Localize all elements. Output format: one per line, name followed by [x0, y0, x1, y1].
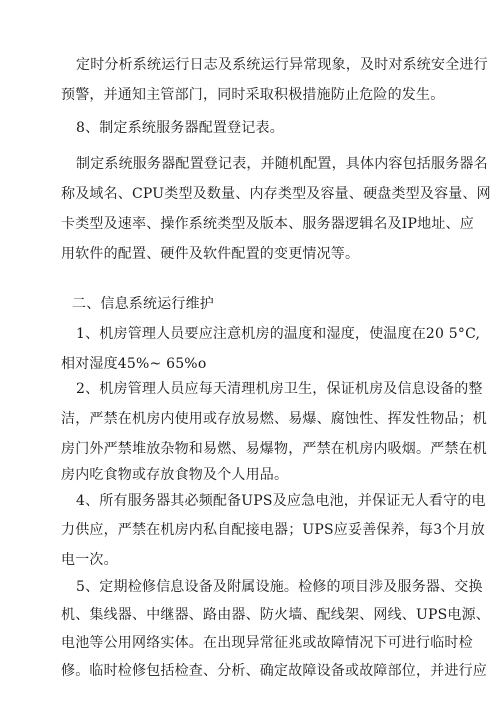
paragraph-line: 力供应，严禁在机房内私自配接电器；UPS应妥善保养，每3个月放 [61, 522, 485, 538]
paragraph-line: 制定系统服务器配置登记表，并随机配置，具体内容包括服务器名 [76, 156, 488, 172]
paragraph-line: 相对湿度45%~ 65%o [61, 356, 207, 372]
paragraph-line: 定时分析系统运行日志及系统运行异常现象，及时对系统安全进行 [76, 57, 488, 73]
paragraph-line: 用软件的配置、硬件及软件配置的变更情况等。 [61, 246, 360, 262]
paragraph-line: 称及域名、CPU类型及数量、内存类型及容量、硬盘类型及容量、网 [61, 186, 491, 202]
paragraph-line: 4、所有服务器其必频配备UPS及应急电池，并保证无人看守的电 [76, 493, 486, 509]
paragraph-line: 房内吃食物或存放食物及个人用品。 [61, 467, 289, 483]
paragraph-line: 洁，严禁在机房内使用或存放易燃、易爆、腐蚀性、挥发性物品；机 [61, 411, 487, 427]
section-heading-8: 8、制定系统服务器配置登记表。 [76, 120, 284, 136]
paragraph-line: 卡类型及速率、操作系统类型及版本、服务器逻辑名及IP地址、应 [61, 216, 474, 232]
paragraph-line: 房门外严禁堆放杂物和易燃、易爆物，严禁在机房内吸烟。严禁在机 [61, 441, 487, 457]
paragraph-line: 电一次。 [61, 552, 118, 568]
paragraph-line: 2、机房管理人员应每天清理机房卫生，保证机房及信息设备的整 [76, 381, 483, 397]
paragraph-line: 机、集线器、中继器、路由器、防火墙、配线架、网线、UPS电源、 [61, 607, 491, 623]
paragraph-line: 1、机房管理人员要应注意机房的温度和湿度，使温度在20 5°C, [76, 326, 481, 342]
section-heading-2: 二、信息系统运行维护 [72, 296, 214, 312]
paragraph-line: 5、定期检修信息设备及附属设施。检修的项目涉及服务器、交换 [76, 579, 483, 595]
paragraph-line: 电池等公用网络实体。在出现异常征兆或故障情况下可进行临时检 [61, 635, 473, 651]
paragraph-line: 修。临时检修包括检查、分析、确定故障设备或故障部位，并进行应 [61, 663, 487, 679]
paragraph-line: 预警，并通知主管部门，同时采取积极措施防止危险的发生。 [61, 87, 445, 103]
